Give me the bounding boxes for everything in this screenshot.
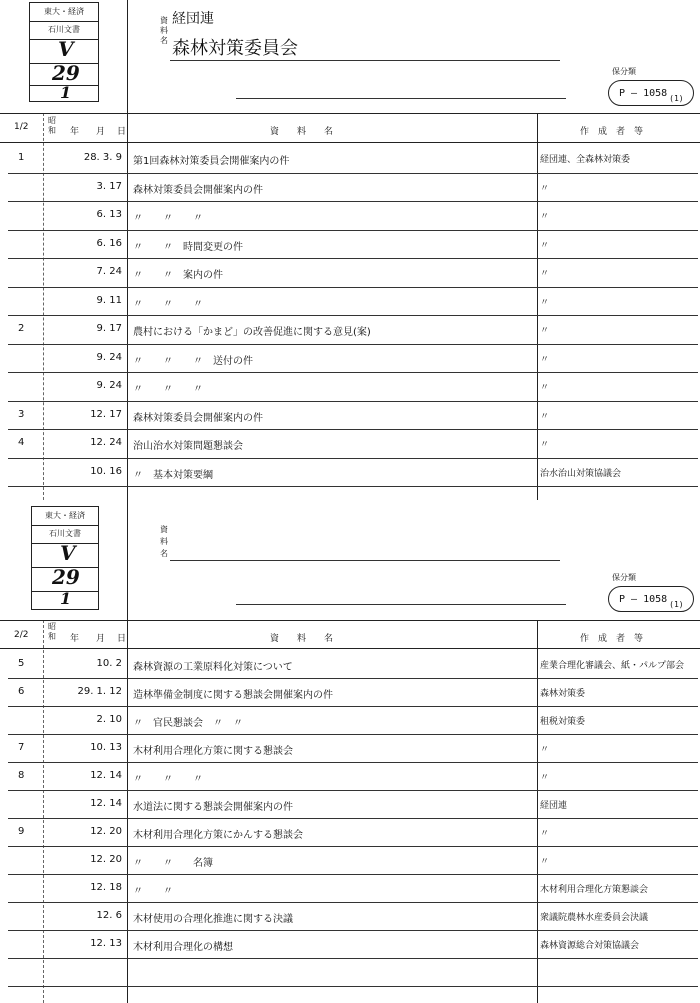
row-number: 5 <box>18 658 25 669</box>
row-author: 〃 <box>540 829 550 839</box>
row-date: 12. 13 <box>90 938 122 949</box>
header-era: 昭和 <box>48 622 56 641</box>
row-author: 木材利用合理化方策懇談会 <box>540 885 649 895</box>
shelf-label: 保分類 <box>612 573 636 582</box>
row-title: 〃 官民懇談会 〃 〃 <box>133 718 243 729</box>
stamp-line1: 東大・経済 <box>45 511 85 520</box>
row-underline <box>8 315 698 316</box>
row-underline <box>8 790 698 791</box>
row-date: 12. 20 <box>90 826 122 837</box>
header-day: 日 <box>117 634 127 644</box>
header-author: 作 成 者 等 <box>580 127 644 137</box>
row-underline <box>8 287 698 288</box>
row-underline <box>8 458 698 459</box>
stamp-num: 29 <box>52 61 80 85</box>
row-date: 3. 17 <box>96 180 122 192</box>
row-author: 〃 <box>540 773 550 783</box>
row-underline <box>8 874 698 875</box>
divider <box>43 113 44 500</box>
divider <box>0 648 700 649</box>
row-author: 〃 <box>540 212 550 222</box>
header-doc: 資 料 名 <box>270 634 334 644</box>
title-underline <box>236 604 566 605</box>
meta-labels <box>160 16 168 46</box>
header-month: 月 <box>96 127 106 137</box>
title-underline <box>236 98 566 99</box>
row-title: 〃 基本対策要綱 <box>133 469 213 481</box>
row-title: 〃 〃 〃 <box>133 774 203 785</box>
row-title: 第1回森林対策委員会開催案内の件 <box>133 156 290 167</box>
header-no: 2/2 <box>14 630 29 640</box>
header-no: 1/2 <box>14 122 29 132</box>
row-date: 10. 16 <box>90 465 122 477</box>
row-date: 2. 10 <box>96 714 122 725</box>
row-date: 29. 1. 12 <box>77 686 122 697</box>
shelf-label: 保分類 <box>612 67 636 76</box>
header-day: 日 <box>117 127 127 137</box>
row-date: 12. 20 <box>90 854 122 865</box>
stamp-num: 29 <box>52 565 80 589</box>
row-underline <box>8 930 698 931</box>
row-number: 9 <box>18 826 25 837</box>
row-number: 6 <box>18 686 25 697</box>
row-author: 〃 <box>540 354 550 365</box>
row-number: 1 <box>18 152 25 163</box>
row-author: 経団連、全森林対策委 <box>540 155 631 165</box>
header-month: 月 <box>96 634 106 644</box>
row-underline <box>8 344 698 345</box>
row-underline <box>8 762 698 763</box>
row-underline <box>8 401 698 402</box>
header-year: 年 <box>70 634 80 644</box>
stamp-line2: 石川文書 <box>49 529 81 538</box>
file-title: 森林対策委員会 <box>172 38 298 59</box>
divider <box>127 500 128 1003</box>
row-author: 〃 <box>540 857 550 867</box>
divider <box>0 113 700 114</box>
row-title: 木材使用の合理化推進に関する決議 <box>133 914 293 925</box>
stamp-line2: 石川文書 <box>48 25 80 34</box>
row-underline <box>8 706 698 707</box>
row-title: 木材利用合理化方策にかんする懇談会 <box>133 830 303 841</box>
meta-label: 料 <box>160 537 168 546</box>
meta-label: 資 <box>160 16 168 25</box>
divider <box>537 113 538 500</box>
header-doc: 資 料 名 <box>270 127 334 137</box>
row-underline <box>8 372 698 373</box>
header-author: 作 成 者 等 <box>580 634 644 644</box>
row-title: 〃 〃 名簿 <box>133 858 213 869</box>
row-title: 〃 〃 案内の件 <box>133 270 223 281</box>
row-underline <box>8 818 698 819</box>
row-underline <box>8 173 698 174</box>
row-underline <box>8 986 698 987</box>
row-date: 12. 24 <box>90 437 122 448</box>
meta-label: 料 <box>160 26 168 35</box>
row-author: 経団連 <box>540 801 568 811</box>
shelf-number-text: P — 1058 <box>619 593 668 605</box>
row-number: 3 <box>18 408 25 420</box>
divider <box>0 620 700 621</box>
row-underline <box>8 230 698 231</box>
meta-label: 名 <box>160 36 168 45</box>
title-underline <box>170 560 560 561</box>
row-title: 〃 〃 〃 <box>133 384 203 395</box>
row-author: 森林資源総合対策協議会 <box>540 941 640 951</box>
row-title: 森林対策委員会開催案内の件 <box>133 184 263 196</box>
file-org: 経団連 <box>172 11 214 27</box>
stamp-sub: 1 <box>60 83 72 102</box>
row-date: 10. 2 <box>96 658 122 669</box>
row-date: 12. 14 <box>90 798 122 809</box>
row-date: 9. 24 <box>96 351 122 363</box>
row-underline <box>8 429 698 430</box>
row-underline <box>8 201 698 202</box>
row-author: 〃 <box>540 383 550 393</box>
row-underline <box>8 678 698 679</box>
row-title: 〃 〃 〃 <box>133 213 203 224</box>
header-era: 昭和 <box>48 116 56 135</box>
header-year: 年 <box>70 127 80 137</box>
row-date: 6. 13 <box>96 209 122 220</box>
row-date: 12. 6 <box>96 910 122 921</box>
row-title: 〃 〃 時間変更の件 <box>133 241 243 253</box>
archive-stamp <box>29 2 99 102</box>
stamp-vol: V <box>58 37 74 61</box>
divider <box>127 0 128 500</box>
row-date: 9. 11 <box>96 294 122 306</box>
stamp-sub: 1 <box>60 589 72 608</box>
row-title: 造林準備金制度に関する懇談会開催案内の件 <box>133 690 333 701</box>
row-title: 木材利用合理化方策に関する懇談会 <box>133 746 293 757</box>
row-title: 水道法に関する懇談会開催案内の件 <box>133 802 293 813</box>
row-number: 8 <box>18 770 25 781</box>
index-card-2 <box>0 500 700 1003</box>
shelf-number <box>608 80 694 106</box>
row-title: 農村における「かまど」の改善促進に関する意見(案) <box>133 327 371 338</box>
divider <box>32 525 98 526</box>
row-date: 7. 24 <box>96 266 122 277</box>
stamp-line1: 東大・経済 <box>44 7 84 16</box>
row-underline <box>8 846 698 847</box>
row-date: 12. 18 <box>90 882 122 893</box>
row-title: 森林資源の工業原料化対策について <box>133 662 293 673</box>
index-card-1 <box>0 0 700 500</box>
row-date: 12. 14 <box>90 770 122 781</box>
row-author: 産業合理化審議会、紙・パルプ部会 <box>540 661 685 671</box>
shelf-sub-text: (1) <box>669 93 684 103</box>
row-date: 9. 24 <box>96 380 122 391</box>
row-author: 租税対策委 <box>540 717 586 727</box>
row-title: 森林対策委員会開催案内の件 <box>133 412 263 424</box>
row-date: 6. 16 <box>96 237 122 249</box>
row-date: 12. 17 <box>90 408 122 420</box>
divider <box>30 21 98 22</box>
shelf-sub-text: (1) <box>669 599 684 609</box>
shelf-number-text: P — 1058 <box>619 87 668 99</box>
row-date: 10. 13 <box>90 742 122 753</box>
shelf-number <box>608 586 694 612</box>
row-author: 〃 <box>540 411 550 422</box>
row-underline <box>8 958 698 959</box>
row-author: 〃 <box>540 240 550 251</box>
row-number: 7 <box>18 742 25 753</box>
row-date: 28. 3. 9 <box>83 152 122 163</box>
row-title: 治山治水対策問題懇談会 <box>133 441 243 452</box>
row-author: 〃 <box>540 745 550 755</box>
meta-label: 資 <box>160 525 168 534</box>
row-title: 〃 〃 <box>133 886 173 897</box>
row-title: 〃 〃 〃 送付の件 <box>133 355 253 367</box>
archive-stamp <box>31 506 99 610</box>
row-author: 〃 <box>540 297 550 308</box>
title-underline <box>170 60 560 61</box>
row-underline <box>8 734 698 735</box>
row-author: 治水治山対策協議会 <box>540 468 622 479</box>
row-title: 〃 〃 〃 <box>133 298 203 310</box>
row-number: 4 <box>18 437 25 448</box>
row-author: 森林対策委 <box>540 689 586 699</box>
row-underline <box>8 902 698 903</box>
row-author: 〃 <box>540 269 550 279</box>
row-underline <box>8 486 698 487</box>
row-author: 〃 <box>540 326 550 336</box>
stamp-vol: V <box>60 541 76 565</box>
row-author: 衆議院農林水産委員会決議 <box>540 913 649 923</box>
row-number: 2 <box>18 323 25 334</box>
row-underline <box>8 258 698 259</box>
row-title: 木材利用合理化の構想 <box>133 942 233 953</box>
row-author: 〃 <box>540 183 550 194</box>
divider <box>0 142 700 143</box>
meta-label: 名 <box>160 549 168 558</box>
row-author: 〃 <box>540 440 550 450</box>
row-date: 9. 17 <box>96 323 122 334</box>
meta-labels <box>160 524 168 560</box>
